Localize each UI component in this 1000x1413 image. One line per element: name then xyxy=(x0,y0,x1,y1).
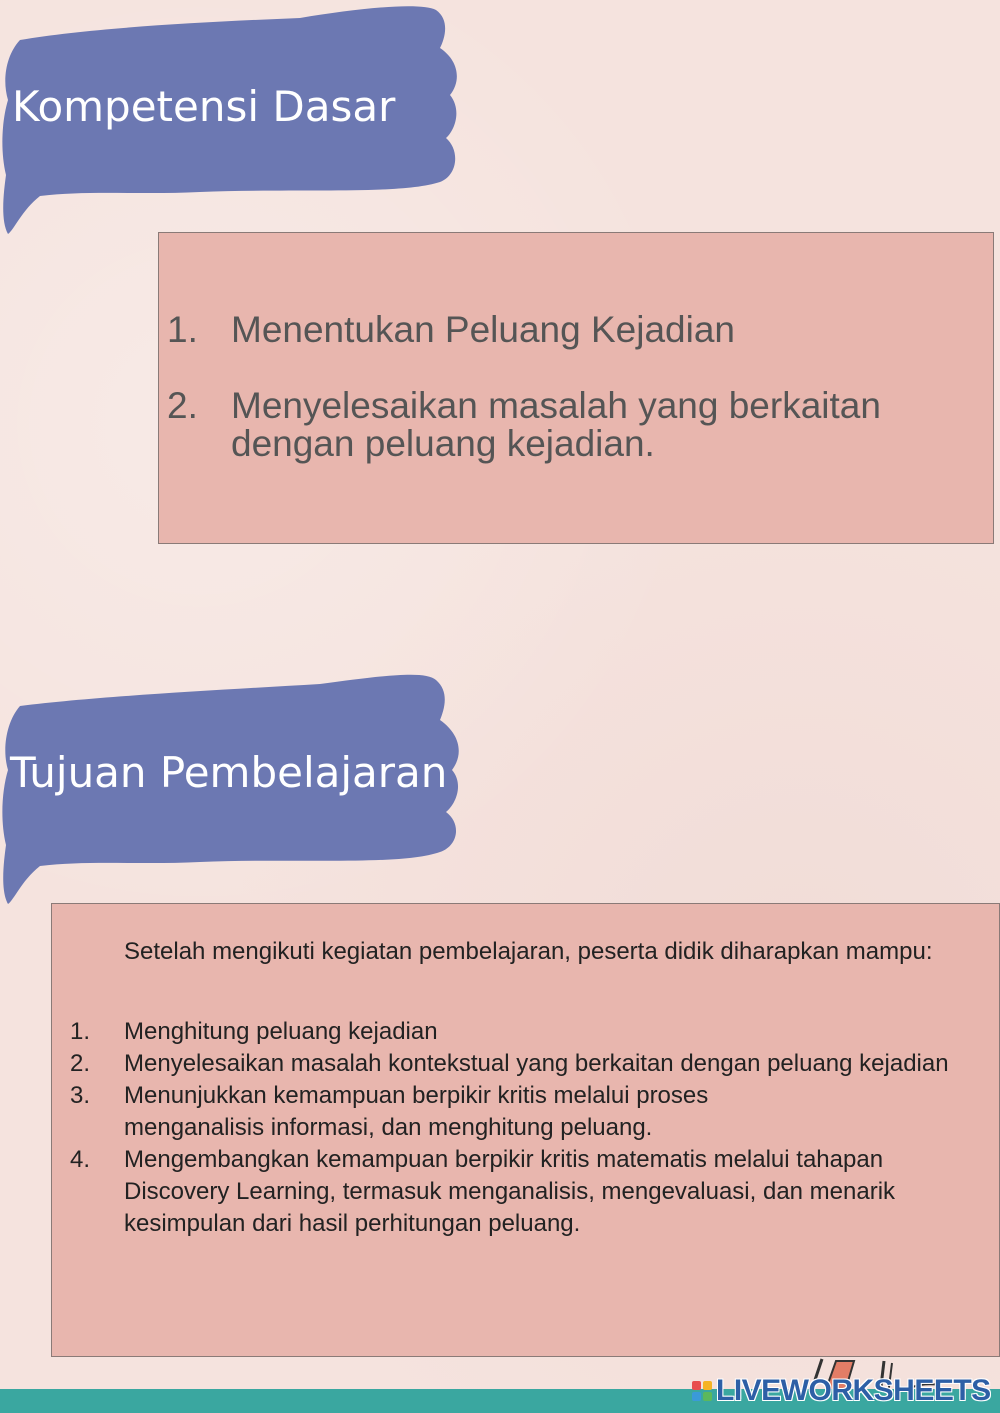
kompetensi-list xyxy=(167,311,967,463)
list-text: Menghitung peluang kejadian xyxy=(124,1018,438,1045)
tujuan-box xyxy=(51,903,1000,1357)
kompetensi-box xyxy=(158,232,994,544)
list-number: 3. xyxy=(70,1082,91,1109)
liveworksheets-logo[interactable] xyxy=(692,1374,991,1408)
tujuan-title: Tujuan Pembelajaran xyxy=(10,748,448,797)
list-text: Menyelesaikan masalah kontekstual yang berkaitan dengan peluang kejadian xyxy=(124,1050,949,1077)
list-item xyxy=(167,387,967,463)
tujuan-intro: Setelah mengikuti kegiatan pembelajaran, peserta didik diharapkan mampu: xyxy=(124,938,933,965)
list-item xyxy=(70,1080,1000,1144)
liveworksheets-logo-icon xyxy=(692,1381,712,1401)
list-text: Menentukan Peluang Kejadian xyxy=(231,309,735,350)
logo-text: LIVEWORKSHEETS xyxy=(716,1374,991,1407)
list-item xyxy=(70,1016,1000,1048)
list-number: 2. xyxy=(70,1050,91,1077)
list-text: Menyelesaikan masalah yang berkaitan dengan peluang kejadian. xyxy=(231,385,881,464)
list-number: 1. xyxy=(70,1018,91,1045)
list-text: Mengembangkan kemampuan berpikir kritis matematis melalui tahapan Discovery Learning, termasuk menganalisis, mengevaluasi, dan menarik kesimpulan dari hasil perhitungan peluang. xyxy=(124,1146,896,1237)
tujuan-list xyxy=(70,1016,1000,1240)
list-item xyxy=(70,1144,1000,1240)
list-item xyxy=(167,311,967,349)
kompetensi-title: Kompetensi Dasar xyxy=(12,82,396,131)
list-text: Menunjukkan kemampuan berpikir kritis melalui proses menganalisis informasi, dan menghitung peluang. xyxy=(124,1082,709,1141)
list-number: 1. xyxy=(167,309,198,350)
list-item xyxy=(70,1048,1000,1080)
list-number: 4. xyxy=(70,1146,91,1173)
list-number: 2. xyxy=(167,385,198,426)
